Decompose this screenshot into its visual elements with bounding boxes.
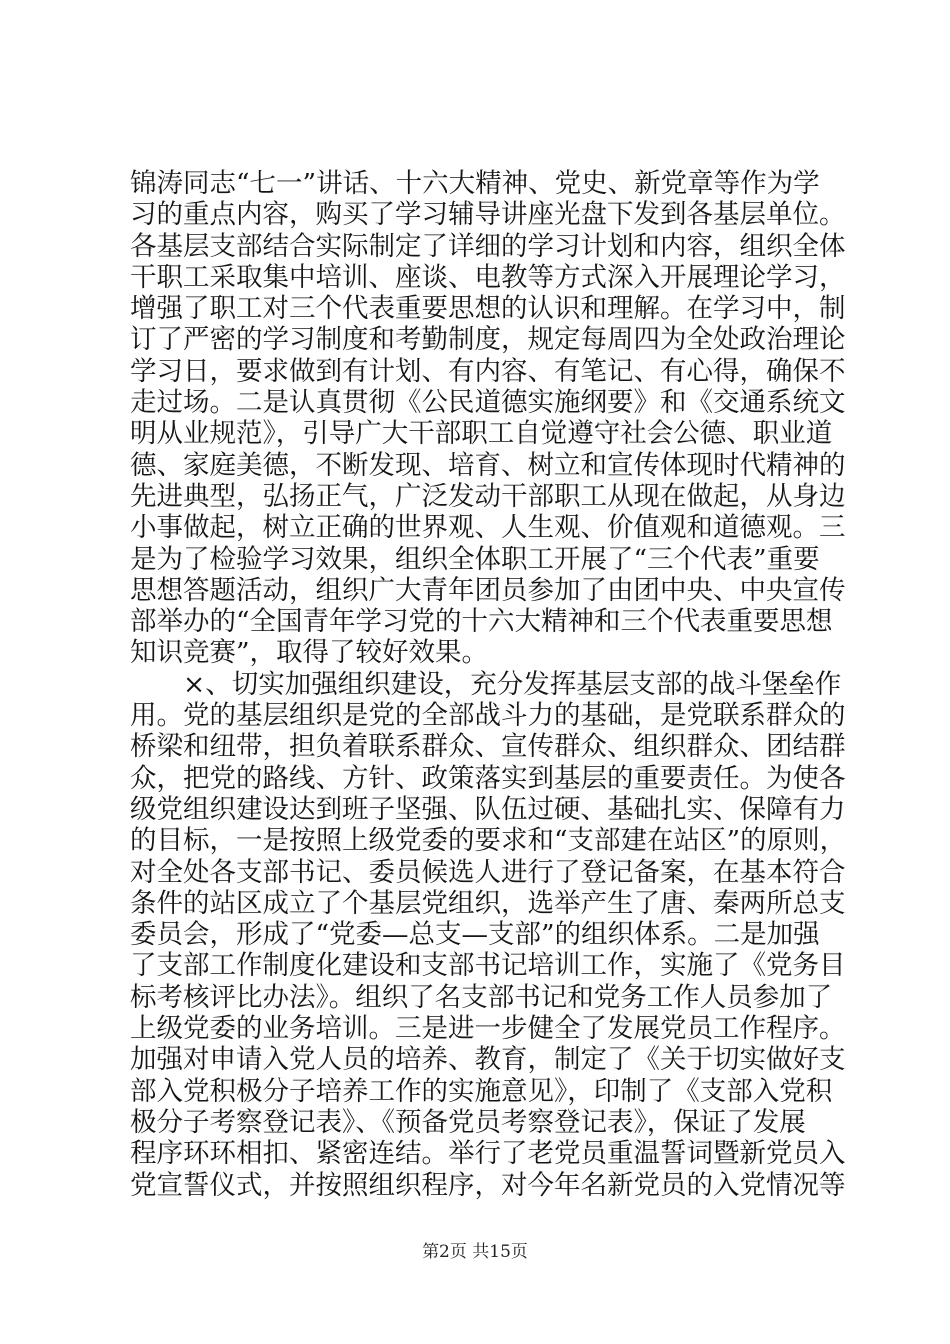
text-line: 程序环环相扣、紧密连结。举行了老党员重温誓词暨新党员入 bbox=[130, 1138, 846, 1170]
text-line: 加强对申请入党人员的培养、教育，制定了《关于切实做好支 bbox=[130, 1044, 846, 1076]
text-line: 标考核评比办法》。组织了名支部书记和党务工作人员参加了 bbox=[130, 981, 833, 1013]
text-line: 用。党的基层组织是党的全部战斗力的基础，是党联系群众的 bbox=[130, 700, 846, 732]
text-line: 桥梁和纽带，担负着联系群众、宣传群众、组织群众、团结群 bbox=[130, 731, 846, 763]
text-line: 部举办的“全国青年学习党的十六大精神和三个代表重要思想 bbox=[130, 606, 833, 638]
text-line: 德、家庭美德，不断发现、培育、树立和宣传体现时代精神的 bbox=[130, 449, 846, 481]
text-line: 走过场。二是认真贯彻《公民道德实施纲要》和《交通系统文 bbox=[130, 387, 846, 419]
text-line: 学习日，要求做到有计划、有内容、有笔记、有心得，确保不 bbox=[130, 355, 846, 387]
page-number-footer: 第2页 共15页 bbox=[422, 1242, 528, 1262]
text-line: 众，把党的路线、方针、政策落实到基层的重要责任。为使各 bbox=[130, 762, 846, 794]
text-line: 增强了职工对三个代表重要思想的认识和理解。在学习中，制 bbox=[130, 293, 846, 325]
text-line: 上级党委的业务培训。三是进一步健全了发展党员工作程序。 bbox=[130, 1013, 846, 1045]
text-line: 各基层支部结合实际制定了详细的学习计划和内容，组织全体 bbox=[130, 230, 846, 262]
text-line: 知识竞赛”，取得了较好效果。 bbox=[130, 637, 489, 669]
text-line: 条件的站区成立了个基层党组织，选举产生了唐、秦两所总支 bbox=[130, 887, 846, 919]
text-line: 对全处各支部书记、委员候选人进行了登记备案，在基本符合 bbox=[130, 856, 846, 888]
text-line: 先进典型，弘扬正气，广泛发动干部职工从现在做起，从身边 bbox=[130, 480, 846, 512]
text-line: 党宣誓仪式，并按照组织程序，对今年名新党员的入党情况等 bbox=[130, 1169, 846, 1201]
text-line: 委员会，形成了“党委—总支—支部”的组织体系。二是加强 bbox=[130, 919, 820, 951]
text-line: 级党组织建设达到班子坚强、队伍过硬、基础扎实、保障有力 bbox=[130, 793, 846, 825]
text-line: 习的重点内容，购买了学习辅导讲座光盘下发到各基层单位。 bbox=[130, 199, 846, 231]
text-line: 的目标，一是按照上级党委的要求和“支部建在站区”的原则， bbox=[130, 825, 847, 857]
text-line: 干职工采取集中培训、座谈、电教等方式深入开展理论学习， bbox=[130, 261, 846, 293]
text-line: 了支部工作制度化建设和支部书记培训工作，实施了《党务目 bbox=[130, 950, 846, 982]
body-text bbox=[130, 168, 847, 1201]
text-line: 极分子考察登记表》、《预备党员考察登记表》，保证了发展 bbox=[130, 1106, 806, 1138]
text-line: 订了严密的学习制度和考勤制度，规定每周四为全处政治理论 bbox=[130, 324, 846, 356]
text-line: 思想答题活动，组织广大青年团员参加了由团中央、中央宣传 bbox=[130, 574, 846, 606]
text-line: 明从业规范》，引导广大干部职工自觉遵守社会公德、职业道 bbox=[130, 418, 833, 450]
text-line: ×、切实加强组织建设，充分发挥基层支部的战斗堡垒作 bbox=[130, 668, 842, 700]
text-line: 小事做起，树立正确的世界观、人生观、价值观和道德观。三 bbox=[130, 512, 846, 544]
text-line: 是为了检验学习效果，组织全体职工开展了“三个代表”重要 bbox=[130, 543, 820, 575]
text-line: 锦涛同志“七一”讲话、十六大精神、党史、新党章等作为学 bbox=[130, 168, 820, 199]
text-line: 部入党积极分子培养工作的实施意见》，印制了《支部入党积 bbox=[130, 1075, 833, 1107]
